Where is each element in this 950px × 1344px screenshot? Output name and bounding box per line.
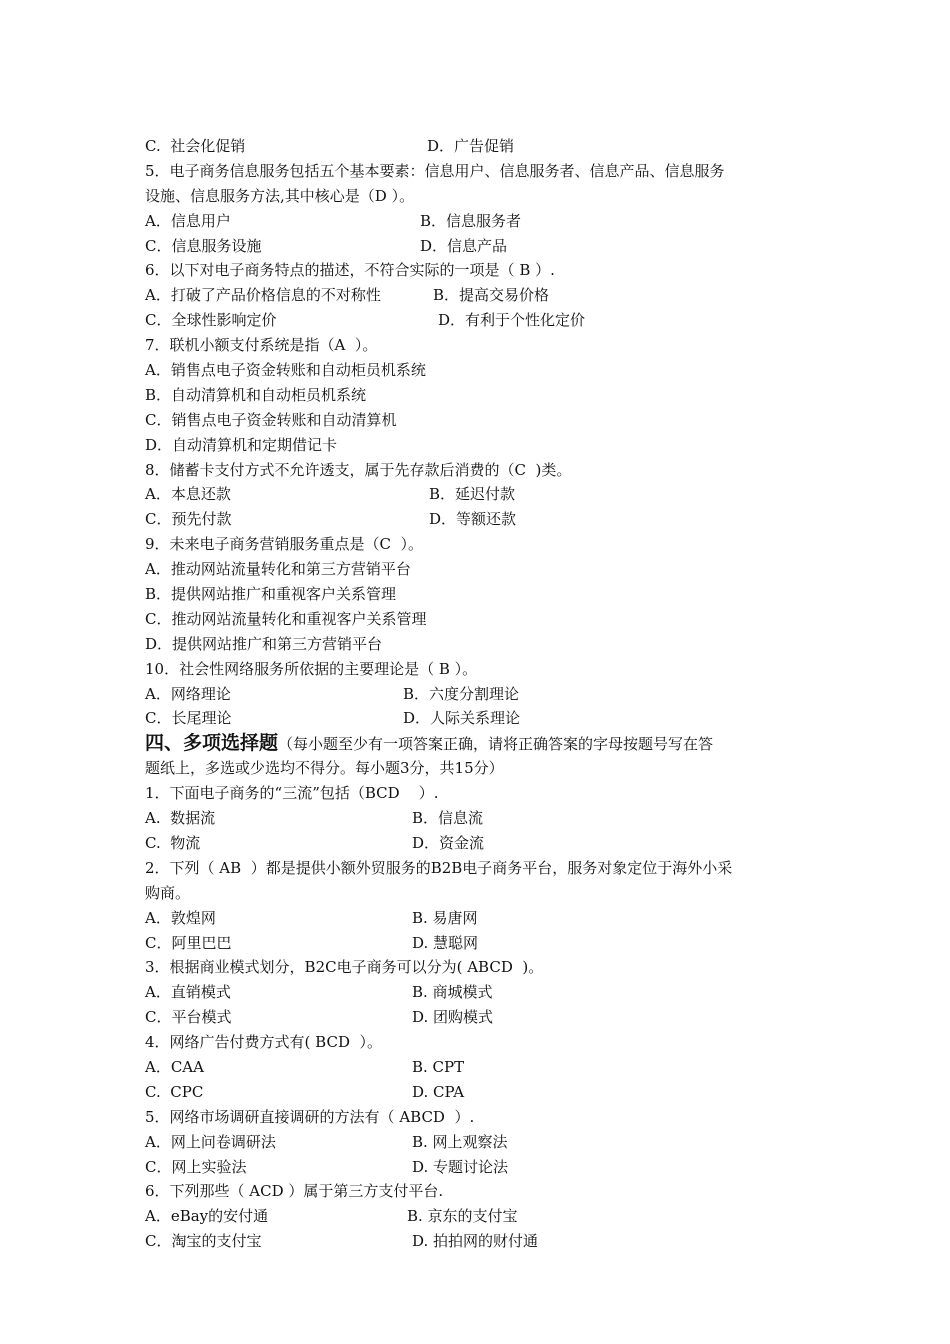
- option-left: A．网上问卷调研法: [145, 1132, 276, 1151]
- option-left: C．长尾理论: [145, 709, 232, 728]
- option-right: B. CPT: [412, 1057, 465, 1076]
- text-line: C．推动网站流量转化和重视客户关系管理: [145, 609, 427, 628]
- option-left: C. CPC: [145, 1082, 204, 1101]
- option-left: A．网络理论: [145, 684, 231, 703]
- option-left: A．本息还款: [145, 485, 231, 504]
- text-line: 4．网络广告付费方式有( BCD ）。: [145, 1033, 383, 1052]
- option-right: D. CPA: [412, 1082, 465, 1101]
- text-line: B．自动清算机和自动柜员机系统: [145, 385, 367, 404]
- option-left: C．网上实验法: [145, 1157, 247, 1176]
- section-heading: [145, 731, 825, 756]
- text-line: 7．联机小额支付系统是指（A ）。: [145, 336, 378, 355]
- text-line: 9．未来电子商务营销服务重点是（C ）。: [145, 535, 424, 554]
- option-row: [145, 980, 825, 1005]
- option-row: [145, 234, 825, 259]
- text-line: 8．储蓄卡支付方式不允许透支，属于先存款后消费的（C )类。: [145, 460, 572, 479]
- option-row: [145, 1055, 825, 1080]
- option-row: [145, 308, 825, 333]
- option-left: A. 数据流: [145, 809, 216, 828]
- option-row: [145, 283, 825, 308]
- option-left: A．信息用户: [145, 211, 231, 230]
- option-row: [145, 706, 825, 731]
- text-line: A．销售点电子资金转账和自动柜员机系统: [145, 361, 426, 380]
- option-row: [145, 209, 825, 234]
- text-line: A．推动网站流量转化和第三方营销平台: [145, 560, 411, 579]
- section-title: 四、多项选择题: [145, 732, 279, 755]
- option-right: B．六度分割理论: [403, 684, 520, 703]
- option-row: [145, 1155, 825, 1180]
- option-right: B．提高交易价格: [433, 286, 550, 305]
- option-row: [145, 1080, 825, 1105]
- option-right: B. 京东的支付宝: [407, 1207, 518, 1226]
- option-left: A．敦煌网: [145, 908, 216, 927]
- option-right: B. 商城模式: [412, 983, 493, 1002]
- option-left: C．淘宝的支付宝: [145, 1232, 262, 1251]
- option-row: [145, 831, 825, 856]
- option-left: A．eBay的安付通: [145, 1207, 269, 1226]
- option-left: C. 社会化促销: [145, 137, 246, 155]
- text-line: 5．电子商务信息服务包括五个基本要素：信息用户、信息服务者、信息产品、信息服务: [145, 161, 725, 180]
- option-row: [145, 1204, 825, 1229]
- text-line: 5．网络市场调研直接调研的方法有（ ABCD ）.: [145, 1107, 475, 1126]
- option-right: D．信息产品: [420, 236, 508, 255]
- option-right: D. 团购模式: [412, 1008, 494, 1027]
- option-row: [145, 134, 825, 159]
- option-row: [145, 482, 825, 507]
- option-left: C．全球性影响定价: [145, 311, 277, 330]
- exam-page: [145, 134, 825, 1254]
- option-row: [145, 931, 825, 956]
- option-left: A．打破了产品价格信息的不对称性: [145, 286, 381, 305]
- option-row: [145, 1229, 825, 1254]
- option-row: [145, 1130, 825, 1155]
- option-right: D. 慧聪网: [412, 933, 479, 952]
- text-line: C．销售点电子资金转账和自动清算机: [145, 410, 397, 429]
- option-left: C. 物流: [145, 833, 201, 852]
- option-right: D. 专题讨论法: [412, 1157, 509, 1176]
- section-note: （每小题至少有一项答案正确，请将正确答案的字母按题号写在答: [278, 735, 714, 754]
- text-line: 10．社会性网络服务所依据的主要理论是（ B ）。: [145, 659, 478, 678]
- option-left: A．直销模式: [145, 983, 231, 1002]
- option-right: B. 易唐网: [412, 908, 478, 927]
- option-right: B．延迟付款: [429, 485, 516, 504]
- option-left: A．CAA: [145, 1057, 204, 1076]
- text-line: 题纸上，多选或少选均不得分。每小题3分，共15分）: [145, 759, 504, 778]
- option-left: C．平台模式: [145, 1008, 232, 1027]
- option-left: C．预先付款: [145, 510, 232, 529]
- option-right: D．人际关系理论: [403, 709, 521, 728]
- option-row: [145, 806, 825, 831]
- option-row: [145, 906, 825, 931]
- text-line: 设施、信息服务方法,其中核心是（D ）。: [145, 186, 415, 205]
- option-right: B．信息服务者: [420, 211, 522, 230]
- text-line: D．提供网站推广和第三方营销平台: [145, 634, 383, 653]
- option-right: D. 拍拍网的财付通: [412, 1232, 539, 1251]
- option-row: [145, 1005, 825, 1030]
- text-line: 1．下面电子商务的“三流”包括（BCD ）.: [145, 784, 439, 803]
- text-line: D．自动清算机和定期借记卡: [145, 435, 338, 454]
- text-line: 3．根据商业模式划分，B2C电子商务可以分为( ABCD )。: [145, 958, 544, 977]
- option-right: D．广告促销: [427, 137, 515, 155]
- option-row: [145, 682, 825, 707]
- text-line: 6．下列那些（ ACD ）属于第三方支付平台.: [145, 1182, 444, 1201]
- option-right: D．资金流: [412, 833, 485, 852]
- option-left: C．阿里巴巴: [145, 933, 232, 952]
- text-line: 6．以下对电子商务特点的描述，不符合实际的一项是（ B ）.: [145, 261, 555, 280]
- option-right: B．信息流: [412, 809, 484, 828]
- option-right: D．有利于个性化定价: [438, 311, 586, 330]
- option-right: B. 网上观察法: [412, 1132, 508, 1151]
- text-line: B．提供网站推广和重视客户关系管理: [145, 585, 397, 604]
- option-left: C．信息服务设施: [145, 236, 262, 255]
- option-right: D．等额还款: [429, 510, 517, 529]
- option-row: [145, 507, 825, 532]
- text-line: 2．下列（ AB ）都是提供小额外贸服务的B2B电子商务平台，服务对象定位于海外小采: [145, 858, 733, 877]
- text-line: 购商。: [145, 883, 191, 902]
